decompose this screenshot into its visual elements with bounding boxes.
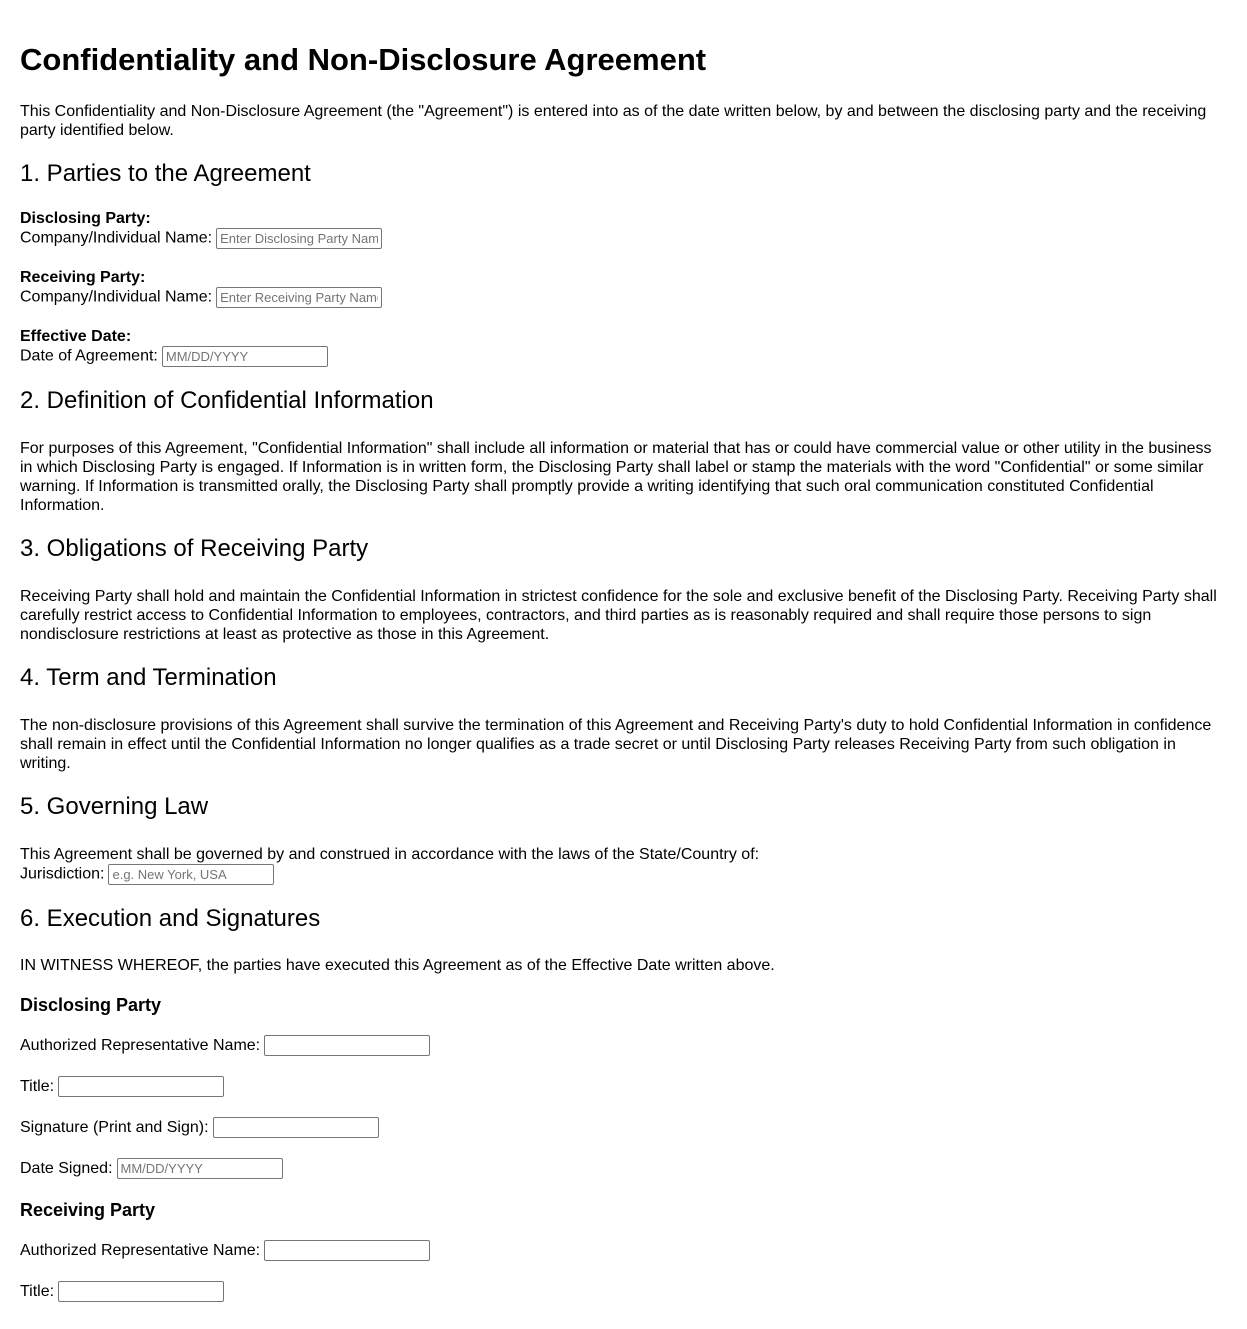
disclosing-party-label: Disclosing Party: — [20, 210, 151, 227]
disclosing-rep-name-label: Authorized Representative Name: — [20, 1037, 261, 1054]
receiving-party-name-input[interactable] — [216, 287, 382, 308]
jurisdiction-label: Jurisdiction: — [20, 865, 105, 883]
receiving-rep-name-input[interactable] — [264, 1240, 430, 1261]
disclosing-date-row — [20, 1158, 1227, 1180]
disclosing-party-signature-heading: Disclosing Party — [20, 995, 162, 1015]
receiving-party-block — [20, 268, 1227, 308]
receiving-title-input[interactable] — [58, 1281, 224, 1302]
jurisdiction-input[interactable] — [108, 864, 274, 885]
section-4-body: The non-disclosure provisions of this Agreement shall survive the termination of this Agreement and Receiving Party's duty to hold Confidential Information in confidence shall remain in effect until the Confidential Information no longer qualifies as a trade secret or until Disclosing Party releases Receiving Party from such obligation in writing. — [20, 717, 1212, 772]
disclosing-title-input[interactable] — [58, 1076, 224, 1097]
disclosing-signature-row — [20, 1117, 1227, 1139]
section-5-heading: 5. Governing Law — [20, 793, 209, 820]
agreement-date-input[interactable] — [162, 346, 328, 367]
section-2-body: For purposes of this Agreement, "Confidential Information" shall include all information or material that has or could have commercial value or other utility in the business in which Disclosing Party is engaged. If Information is in written form, the Disclosing Party shall label or stamp the materials with the word "Confidential" or some similar warning. If Information is transmitted orally, the Disclosing Party shall promptly provide a writing identifying that such oral communication constituted Confidential Information. — [20, 440, 1212, 514]
disclosing-title-row — [20, 1076, 1227, 1098]
disclosing-signature-label: Signature (Print and Sign): — [20, 1119, 209, 1136]
section-6-heading: 6. Execution and Signatures — [20, 905, 321, 932]
effective-date-row — [20, 346, 1227, 367]
receiving-rep-name-label: Authorized Representative Name: — [20, 1242, 261, 1259]
receiving-name-label: Company/Individual Name: — [20, 288, 213, 306]
section-3-body: Receiving Party shall hold and maintain the Confidential Information in strictest confidence for the sole and exclusive benefit of the Disclosing Party. Receiving Party shall carefully restrict access to Confidential Information to employees, contractors, and third parties as is reasonably required and shall require those persons to sign nondisclosure restrictions at least as protective as those in this Agreement. — [20, 588, 1217, 643]
receiving-title-row — [20, 1281, 1227, 1303]
receiving-rep-name-row — [20, 1240, 1227, 1262]
disclosing-rep-name-input[interactable] — [264, 1035, 430, 1056]
receiving-name-row — [20, 287, 1227, 308]
agreement-date-label: Date of Agreement: — [20, 347, 158, 365]
receiving-title-label: Title: — [20, 1283, 55, 1300]
receiving-party-label: Receiving Party: — [20, 269, 146, 286]
section-1-heading: 1. Parties to the Agreement — [20, 160, 311, 187]
disclosing-party-block — [20, 209, 1227, 249]
disclosing-party-name-input[interactable] — [216, 228, 382, 249]
section-2-heading: 2. Definition of Confidential Information — [20, 387, 434, 414]
page-title: Confidentiality and Non-Disclosure Agreement — [20, 42, 707, 77]
intro-paragraph: This Confidentiality and Non-Disclosure Agreement (the "Agreement") is entered into as of the date written below, by and between the disclosing party and the receiving party identified below. — [20, 103, 1207, 139]
disclosing-name-label: Company/Individual Name: — [20, 229, 213, 247]
disclosing-date-input[interactable] — [117, 1158, 283, 1179]
section-6-body: IN WITNESS WHEREOF, the parties have executed this Agreement as of the Effective Date written above. — [20, 957, 775, 974]
disclosing-date-label: Date Signed: — [20, 1160, 113, 1177]
disclosing-title-label: Title: — [20, 1078, 55, 1095]
section-3-heading: 3. Obligations of Receiving Party — [20, 535, 369, 562]
section-5-body-block — [20, 845, 1227, 885]
agreement-page — [0, 41, 1247, 1303]
receiving-party-signature-heading: Receiving Party — [20, 1200, 156, 1220]
disclosing-name-row — [20, 228, 1227, 249]
disclosing-signature-input[interactable] — [213, 1117, 379, 1138]
jurisdiction-row — [20, 864, 1227, 885]
effective-date-label: Effective Date: — [20, 328, 132, 345]
section-4-heading: 4. Term and Termination — [20, 664, 277, 691]
effective-date-block — [20, 327, 1227, 367]
section-5-body: This Agreement shall be governed by and construed in accordance with the laws of the State/Country of: — [20, 846, 760, 863]
disclosing-rep-name-row — [20, 1035, 1227, 1057]
